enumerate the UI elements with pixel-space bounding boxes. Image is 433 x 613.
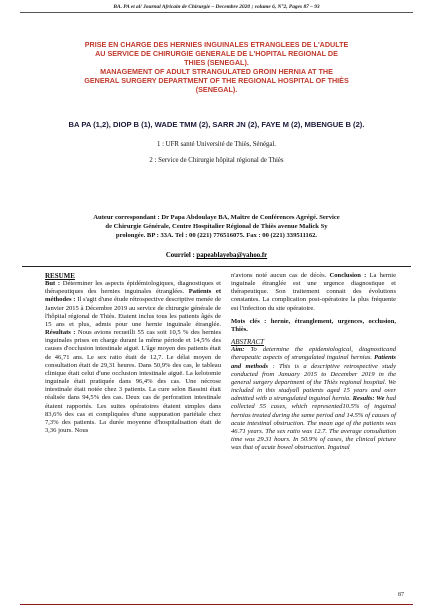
continued-text: n'avions noté aucun cas de décès. — [231, 272, 327, 279]
conclusion-label: Conclusion : — [326, 272, 367, 279]
conclusion-text: La hernie inguinale étranglée est une urgence diagnostique et thérapeutique. Son traitement connait des évolutions constantes. La complication post-opératoire la plus fréquente est l'infection du site opératoire. — [231, 272, 396, 312]
but-label: But : — [45, 280, 61, 288]
article-title — [22, 40, 411, 94]
title-en-line: (SENEGAL). — [195, 85, 238, 94]
patients-text: : This is a descriptive retrospective study conducted from January 2015 to December 2019 in the general surgery department of the Thiès regional hospital. We included in this studyall patients aged 15 years and over admitted with a strangulated inguinal hernia. — [231, 362, 396, 403]
but-text: Déterminer les aspects épidémiologiques, diagnostiques et thérapeutiques des hernies inguinales étranglées. — [45, 280, 221, 296]
methodes-text: Il s'agit d'une étude rétrospective descriptive menée de Janvier 2015 à Décembre 2019 au service de chirurgie générale de l'hôpital régional de Thiès. Etaient inclus tous les patients âgés de 15 ans et plus, admis pour une hernie inguinale étranglée. — [45, 296, 222, 328]
aim-text: To determine the epidemiological, diagnosticand therapeutic aspects of strangulated inguinal hernias. — [231, 346, 396, 362]
title-en-line: MANAGEMENT OF ADULT STRANGULATED GROIN HERNIA AT THE — [100, 67, 333, 76]
methodes-label: Patients et méthodes : — [45, 288, 222, 304]
affiliation-1: 1 : UFR santé Université de Thiès, Sénégal. — [157, 141, 276, 148]
corresponding-author — [22, 213, 411, 240]
author-list: BA PA (1,2), DIOP B (1), WADE TMM (2), SARR JN (2), FAYE M (2), MBENGUE B (2). — [68, 120, 365, 129]
keywords — [231, 318, 396, 334]
abstract-body — [231, 346, 396, 452]
title-en-line: GENERAL SURGERY DEPARTMENT OF THE REGIONAL HOSPITAL OF THIÈS — [84, 76, 349, 85]
title-fr-line: PRISE EN CHARGE DES HERNIES INGUINALES ETRANGLEES DE L'ADULTE — [84, 40, 349, 49]
resultats-text: Nous avions recueilli 55 cas soit 10,5 % des hernies inguinales prises en charge durant la même période et 14,5% des causes d'occlusion intestinale aiguë. L'âge moyen des patients était de 46,71 ans. Le sex ratio était de 12,7. Le délai moyen de consultation était de 29,31 heures. Dans 50,9% des cas, le tableau clinique était celui d'une occlusion intestinale aiguë. La kelotomie inguinale était pratiquée dans 96,4% des cas. Une nécrose intestinale était notée chez 3 patients. La cure selon Bassini était réalisée dans 94,5% des cas. Deux cas de perforation intestinale étaient rapportés. Les suites opératoires étaient simples dans 83,6% des cas et compliquées d'une suppuration pariétale chez 7,3% des patients. La durée moyenne d'hospitalisation était de 3,36 jours. Nous — [45, 329, 222, 434]
keywords-text: hernie, étranglement, urgences, occlusion, Thiès. — [231, 317, 396, 333]
email-link[interactable]: papeablayeba@yahoo.fr — [196, 252, 268, 259]
header-rule — [20, 12, 413, 13]
left-column — [45, 272, 221, 435]
corresponding-line: de Chirurgie Générale, Centre Hospitalier Régional de Thiès avenue Malick Sy — [105, 223, 328, 230]
patients-label: Patients and methods — [231, 354, 396, 370]
resume-heading: RESUME — [45, 272, 75, 280]
right-column — [231, 272, 396, 452]
corresponding-line: prolongée. BP : 33A. Tel : 00 (221) 776516075. Fax : 00 (221) 339511162. — [115, 232, 318, 239]
keywords-label: Mots clés : — [231, 317, 267, 325]
email-label: Courriel : — [165, 252, 197, 259]
page-number: 87 — [398, 592, 404, 598]
resume-body — [45, 280, 221, 435]
aim-label: Aim: — [231, 346, 245, 354]
section-divider — [22, 266, 411, 267]
email-line — [22, 252, 411, 259]
title-fr-line: THIES (SENEGAL). — [184, 58, 249, 67]
running-header: BA. PA et al/ Journal Africain de Chirurgie – Decembre 2020 ; volume 6, N°2, Pages 87 – 93 — [113, 4, 320, 10]
results-label: Results: We — [350, 395, 385, 403]
resume-continued — [231, 272, 396, 313]
results-text: had collected 55 cases, which represented10.5% of inguinal hernias treated during the same period and 14.5% of causes of acute intestinal obstruction. The mean age of the patients was 46.71 years. The sex ratio was 12.7. The average consultation time was 29.31 hours. In 50.9% of cases, the clinical picture was that of acute bowel obstruction. Inguinal — [231, 395, 396, 452]
resultats-label: Résultats : — [45, 329, 76, 337]
corresponding-line: Auteur correspondant : Dr Papa Abdoulaye BA, Maître de Conférences Agrégé. Service — [93, 214, 340, 221]
abstract-heading: ABSTRACT — [231, 338, 265, 347]
title-fr-line: AU SERVICE DE CHIRURGIE GENERALE DE L'HOPITAL REGIONAL DE — [95, 49, 338, 58]
footer-rule — [20, 604, 413, 605]
affiliation-2: 2 : Service de Chirurgie hôpital régional de Thiès — [149, 157, 284, 164]
